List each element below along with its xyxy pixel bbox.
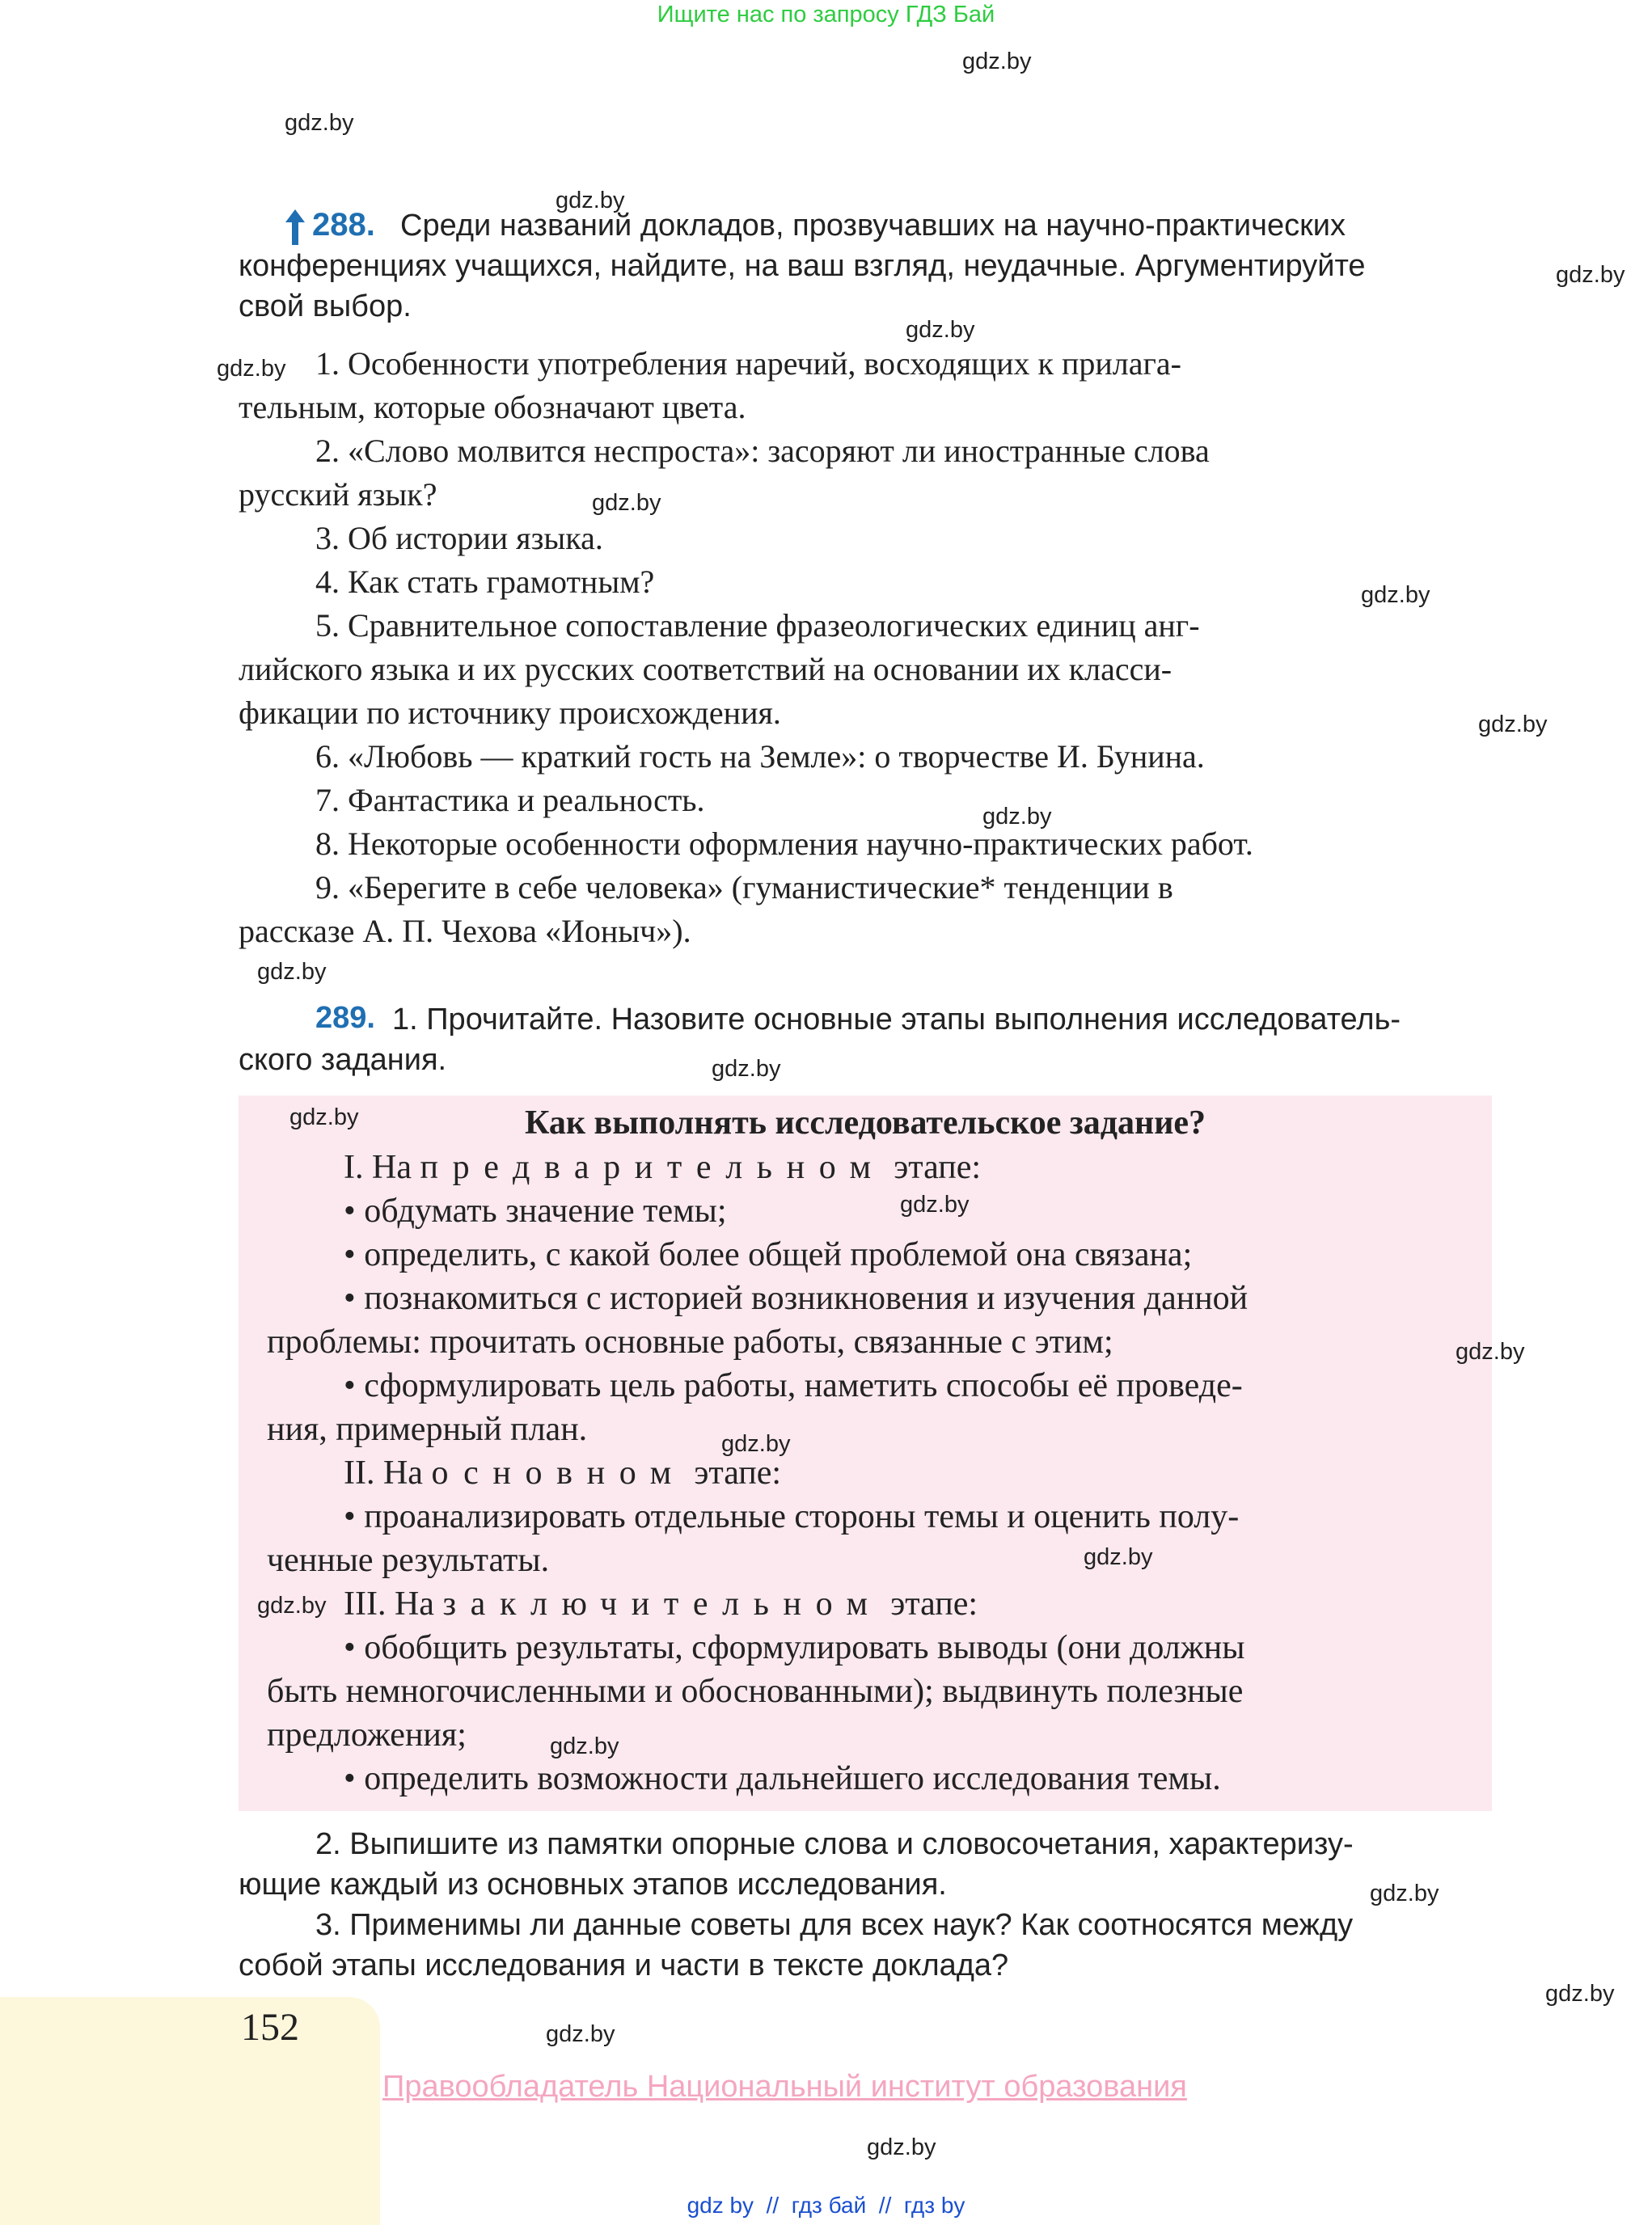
memo-line: • познакомиться с историей возникновения и изучения данной [344,1280,1249,1317]
watermark: gdz.by [592,490,661,516]
watermark: gdz.by [1545,1981,1615,2007]
ex288-item-line: 1. Особенности употребления наречий, восходящих к прилага- [315,345,1181,382]
ex289-task2-line: ющие каждый из основных этапов исследования. [239,1868,947,1902]
watermark: gdz.by [1478,711,1548,737]
memo-line: быть немногочисленными и обоснованными); выдвинуть полезные [267,1673,1244,1710]
ex289-intro-line: 1. Прочитайте. Назовите основные этапы выполнения исследователь- [392,1003,1401,1037]
ex288-item-line: 4. Как стать грамотным? [315,564,655,600]
watermark: gdz.by [1361,582,1430,608]
ex288-item-line: 9. «Берегите в себе человека» (гуманистические* тенденции в [315,869,1173,906]
ex288-item-line: 7. Фантастика и реальность. [315,782,705,818]
ex289-task2-line: 2. Выпишите из памятки опорные слова и словосочетания, характеризу- [315,1827,1354,1861]
ex288-item-line: рассказе А. П. Чехова «Ионыч»). [239,913,691,949]
ex289-task3-line: 3. Применимы ли данные советы для всех наук? Как соотносятся между [315,1908,1354,1942]
memo-line: • определить, с какой более общей проблемой она связана; [344,1236,1193,1273]
memo-line: ния, примерный план. [267,1411,588,1448]
stage-heading-2: II. На основном этапе: [344,1454,782,1492]
memo-title: Как выполнять исследовательское задание? [524,1104,1206,1142]
ex289-number: 289. [315,1001,375,1035]
ex288-number: 288. [312,207,375,243]
ex288-item-line: 5. Сравнительное сопоставление фразеологических единиц анг- [315,607,1200,644]
ex289-intro-line: ского задания. [239,1043,447,1077]
watermark: gdz.by [1084,1544,1153,1570]
watermark: gdz.by [900,1192,970,1218]
page-corner-block [0,1997,380,2225]
watermark: gdz.by [867,2134,936,2160]
watermark: gdz.by [1456,1339,1525,1365]
watermark: gdz.by [556,188,625,213]
watermark: gdz.by [257,959,327,985]
watermark: gdz.by [982,804,1052,830]
ex288-item-line: русский язык? [239,476,437,513]
watermark: gdz.by [550,1733,619,1759]
memo-line: • обдумать значение темы; [344,1193,727,1230]
watermark: gdz.by [257,1593,327,1619]
stage-heading-1: I. На предварительном этапе: [344,1149,982,1186]
watermark: gdz.by [546,2021,615,2047]
ex288-item-line: 6. «Любовь — краткий гость на Земле»: о творчестве И. Бунина. [315,738,1205,775]
memo-line: ченные результаты. [267,1542,550,1579]
memo-line: проблемы: прочитать основные работы, связанные с этим; [267,1324,1113,1361]
memo-line: предложения; [267,1716,467,1754]
watermark: gdz.by [289,1104,359,1130]
ex288-item-line: 8. Некоторые особенности оформления научно-практических работ. [315,825,1253,862]
ex289-task3-line: собой этапы исследования и части в тексте доклада? [239,1948,1009,1982]
watermark: gdz.by [721,1431,791,1457]
ex288-intro-line: конференциях учащихся, найдите, на ваш взгляд, неудачные. Аргументируйте [239,249,1366,283]
memo-line: • проанализировать отдельные стороны темы и оценить полу- [344,1498,1240,1535]
page-number: 152 [241,2006,299,2049]
memo-line: • обобщить результаты, сформулировать выводы (они должны [344,1629,1245,1666]
ex288-item-line: 3. Об истории языка. [315,520,603,556]
ex288-intro-line: свой выбор. [239,289,412,323]
top-search-link[interactable]: Ищите нас по запросу ГДЗ Бай [657,2,995,27]
watermark: gdz.by [1556,262,1625,288]
memo-line: • определить возможности дальнейшего исследования темы. [344,1760,1221,1797]
arrow-up-icon [285,209,305,245]
copyright-link[interactable]: Правообладатель Национальный институт образования [382,2070,1187,2104]
ex288-item-line: фикации по источнику происхождения. [239,695,781,731]
memo-line: • сформулировать цель работы, наметить способы её проведе- [344,1367,1243,1404]
watermark: gdz.by [285,110,354,136]
watermark: gdz.by [712,1056,781,1082]
ex288-intro-line: Среди названий докладов, прозвучавших на научно-практических [400,209,1346,243]
watermark: gdz.by [906,317,975,343]
footer-links[interactable]: gdz by // гдз бай // гдз by [687,2193,965,2218]
ex288-item-line: 2. «Слово молвится неспроста»: засоряют ли иностранные слова [315,433,1210,469]
watermark: gdz.by [217,356,286,382]
stage-heading-3: III. На заключительном этапе: [344,1585,978,1623]
ex288-item-line: тельным, которые обозначают цвета. [239,389,746,425]
watermark: gdz.by [962,49,1032,74]
watermark: gdz.by [1370,1881,1439,1906]
ex288-item-line: лийского языка и их русских соответствий на основании их класси- [239,651,1172,687]
